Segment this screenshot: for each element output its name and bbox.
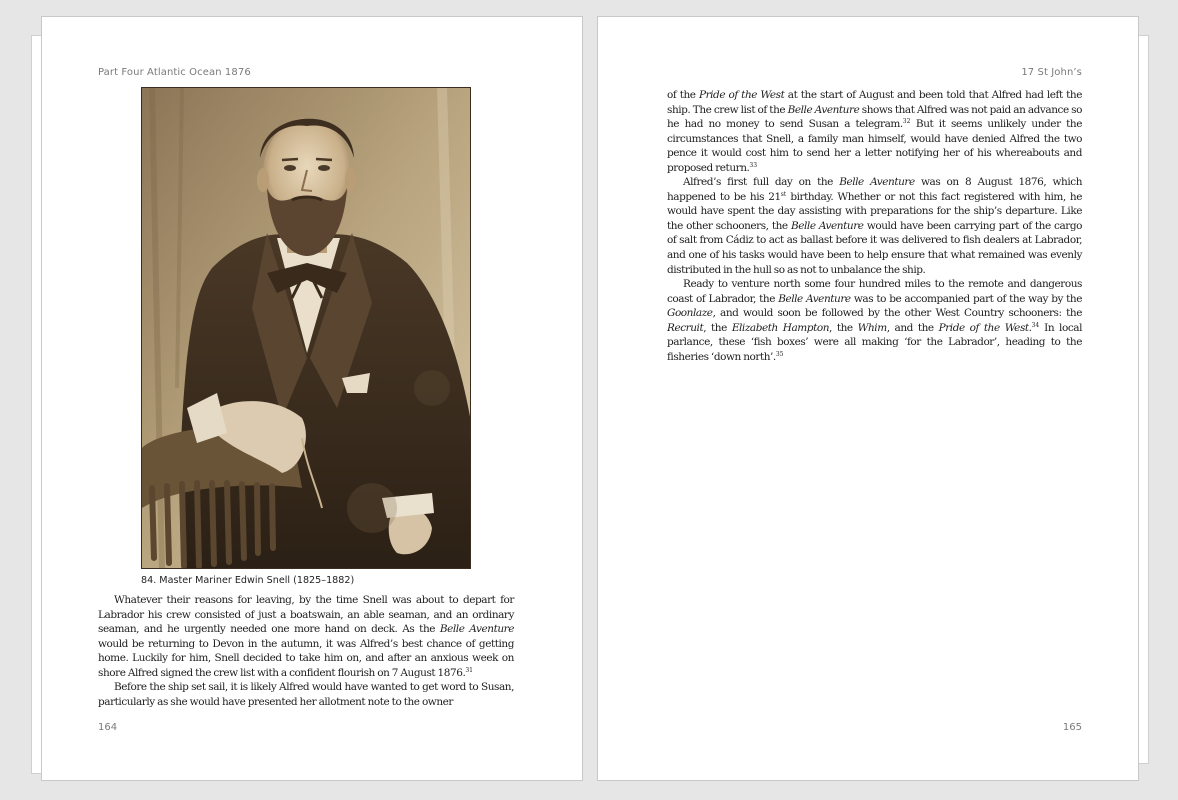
- portrait-photo: [141, 87, 471, 569]
- footnote-marker: 31: [465, 666, 473, 674]
- page-165: [597, 16, 1139, 781]
- italic-title: Goonlaze: [667, 307, 713, 320]
- text-run: Before the ship set sail, it is likely Alfred would have wanted to get word to Susan, particularly as she would have presented her allotment note to the owner: [98, 681, 514, 708]
- paragraph: [667, 277, 1082, 364]
- text-run: , the: [829, 321, 858, 334]
- text-run: shows that Alfred was not paid an advance so he had no money to send Susan a telegram.: [667, 103, 1082, 131]
- text-run: would be returning to Devon in the autumn, it was Alfred’s best chance of getting home. Luckily for him, Snell decided to take him on, and after an anxious week on shore Alfred signed the crew list with a confident flourish on 7 August 1876.: [98, 637, 514, 679]
- text-run: , and would soon be followed by the other West Country schooners: the: [712, 307, 1082, 320]
- figure-caption: 84. Master Mariner Edwin Snell (1825–1882): [141, 575, 355, 586]
- paragraph: [98, 680, 514, 709]
- footnote-marker: 33: [749, 161, 758, 169]
- text-run: Alfred’s first full day on the: [683, 176, 840, 189]
- footnote-marker: 32: [902, 118, 911, 126]
- italic-title: Elizabeth Hampton: [731, 321, 830, 334]
- footnote-marker: 34: [1031, 321, 1040, 329]
- page-number-left: 164: [98, 722, 118, 733]
- text-run: was to be accompanied part of the way by the: [850, 292, 1082, 305]
- text-run: .: [1028, 321, 1032, 334]
- paragraph: [667, 88, 1082, 175]
- page-number-right: 165: [1062, 722, 1082, 733]
- footnote-marker: st: [780, 190, 787, 198]
- italic-title: Belle Aventure: [790, 219, 864, 232]
- running-head-right: 17 St John’s: [1021, 67, 1082, 78]
- paragraph: [667, 175, 1082, 277]
- paragraph: [98, 593, 514, 680]
- italic-title: Whim: [857, 321, 887, 334]
- italic-title: Pride of the West: [938, 321, 1029, 334]
- italic-title: Pride of the West: [698, 89, 785, 101]
- text-run: Ready to venture north some four hundred miles to the remote and dangerous coast of Labrador, the: [667, 278, 1082, 305]
- text-run: birthday. Whether or not this fact registered with him, he would have spent the day assisting with preparations for the ship’s departure. Like the other schooners, the: [667, 190, 1082, 232]
- italic-title: Recruit: [667, 321, 704, 334]
- page-164: [41, 16, 583, 781]
- text-run: of the: [667, 89, 699, 101]
- text-run: would have been carrying part of the cargo of salt from Cádiz to act as ballast before it was delivered to fish dealers at Labrador, and one of his tasks would have been to help ensure that what remained was evenly distributed in the hull so as not to unbalance the ship.: [667, 219, 1082, 276]
- text-run: In local parlance, these ‘fish boxes’ were all making ‘for the Labrador’, heading to the fisheries ‘down north’.: [667, 321, 1082, 363]
- text-run: , the: [703, 321, 732, 334]
- text-run: , and the: [886, 321, 939, 334]
- text-run: was on 8 August 1876, which happened to be his 21: [667, 176, 1083, 203]
- body-text-right: [667, 88, 1082, 364]
- running-head-left: Part Four Atlantic Ocean 1876: [98, 67, 251, 78]
- text-run: Whatever their reasons for leaving, by the time Snell was about to depart for Labrador his crew consisted of just a boatswain, an able seaman, and an ordinary seaman, and he urgently needed one more hand on deck. As the: [98, 594, 514, 636]
- italic-title: Belle Aventure: [439, 623, 514, 636]
- body-text-left: [98, 593, 514, 709]
- italic-title: Belle Aventure: [778, 292, 851, 305]
- italic-title: Belle Aventure: [787, 103, 860, 116]
- italic-title: Belle Aventure: [839, 176, 915, 189]
- footnote-marker: 35: [775, 350, 784, 358]
- portrait-photo-image: [142, 88, 471, 569]
- text-run: But it seems unlikely under the circumstances that Snell, a family man himself, would have denied Alfred the two pence it would cost him to send her a letter notifying her of his whereabouts and proposed return.: [667, 118, 1082, 174]
- text-run: at the start of August and been told that Alfred had left the ship. The crew list of the: [667, 89, 1082, 116]
